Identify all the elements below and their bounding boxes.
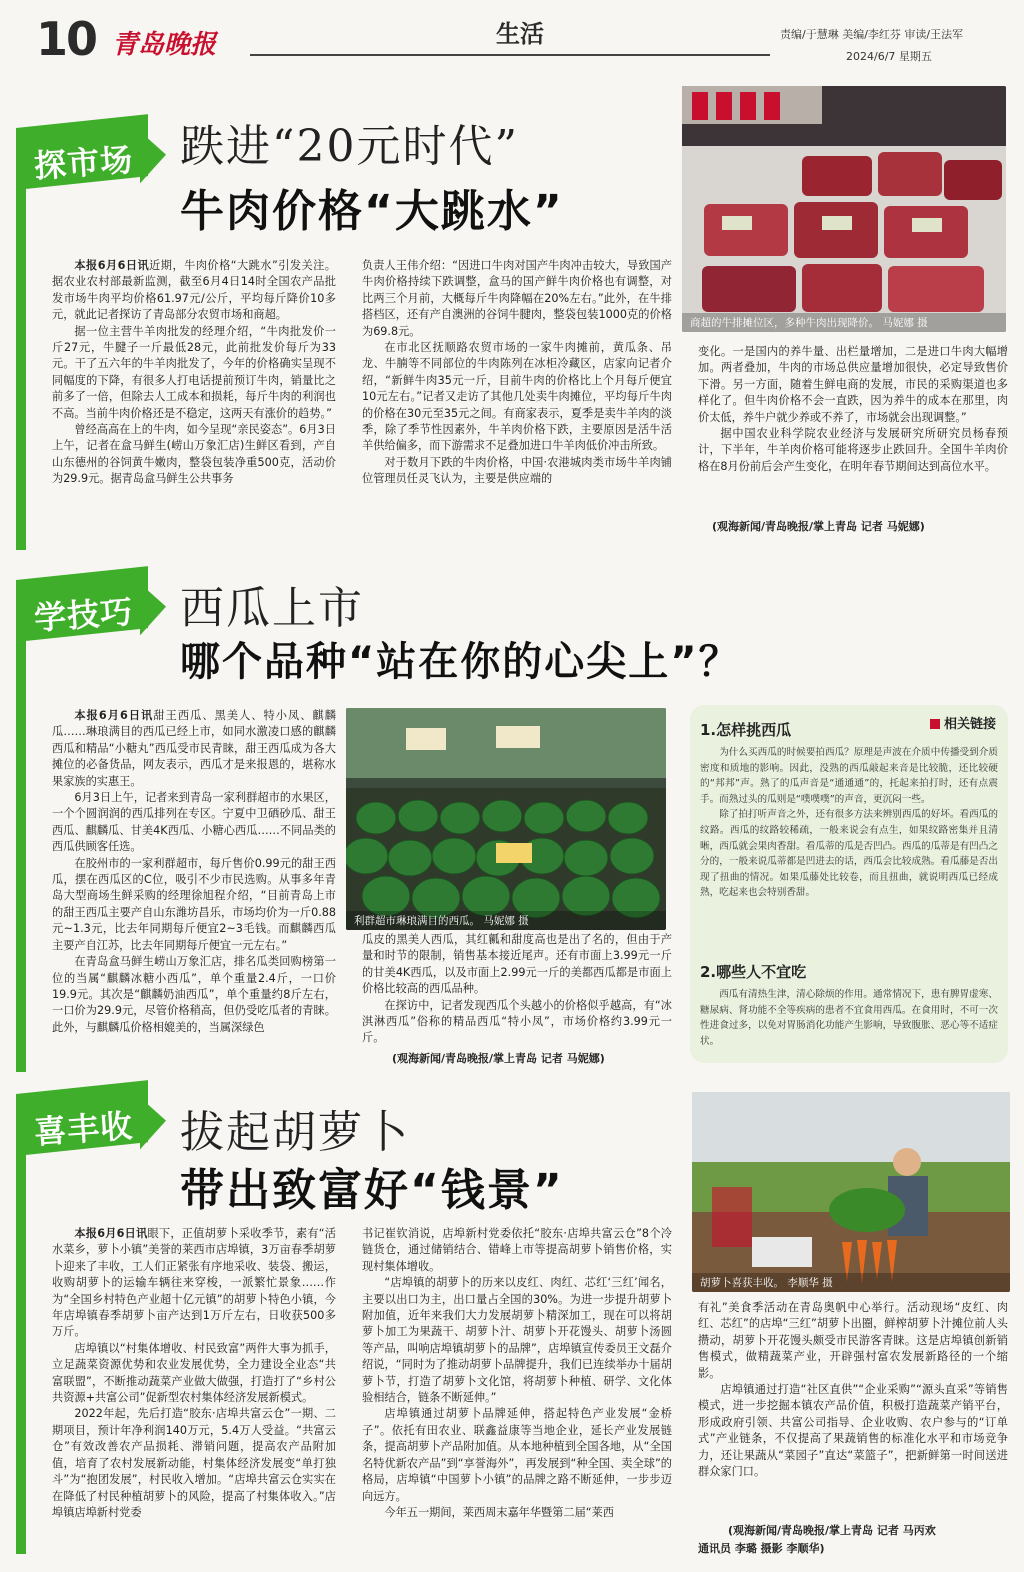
section-tag-bar [16, 1124, 26, 1554]
dateline: 本报6月6日讯 [74, 1227, 148, 1240]
tag-ribbon-tip [140, 581, 166, 636]
paragraph: “店埠镇的胡萝卜的历来以皮红、肉红、芯红‘三红’闻名，主要以出口为主，出口量占全国的30%。为进一步提升胡萝卜附加值，近年来我们大力发展胡萝卜精深加工，现在可以将胡萝卜加工为果蔬干、胡萝卜汁、胡萝卜开花馒头、胡萝卜汤圆等产品，叫响店埠镇胡萝卜的品牌”，店埠镇宣传委员王文磊介绍说，“同时为了推动胡萝卜品牌提升，我们已连续举办十届胡萝卜节，打造了胡萝卜文化馆，将胡萝卜种植、研学、文化体验相结合，链条不断延伸。” [362, 1276, 672, 1405]
related-links-tag: 相关链接 [930, 713, 996, 732]
article-credit: (观海新闻/青岛晚报/掌上青岛 记者 马丙欢 [728, 1524, 936, 1537]
section-tag-label: 探市场 [32, 140, 135, 186]
paragraph: 眼下，正值胡萝卜采收季节，素有“活水菜乡，萝卜小镇”美誉的莱西市店埠镇，3万亩春季胡萝卜迎来了丰收，工人们正紧张有序地采收、装袋、搬运，收购胡萝卜的运输车辆往来穿梭，一派繁忙景象……作为“全国乡村特色产业超十亿元镇”的胡萝卜特色小镇，今年店埠镇春季胡萝卜亩产达到1万斤左右，日收获500多万斤。 [52, 1227, 336, 1339]
paper-name-logo: 青岛晚报 [112, 30, 217, 60]
paragraph: 今年五一期间，莱西周末嘉年华暨第二届“莱西 [384, 1505, 614, 1519]
article-credit: (观海新闻/青岛晚报/掌上青岛 记者 马妮娜) [392, 1052, 605, 1065]
paragraph: 在市北区抚顺路农贸市场的一家牛肉摊前，黄瓜条、吊龙、牛腩等不同部位的牛肉陈列在冰柜冷藏区，店家向记者介绍，“新鲜牛肉35元一斤，目前牛肉的价格比上个月每斤便宜10元左右。”记者又走访了其他几处卖牛肉摊位，平均每斤牛肉的价格在30元至35元之间。有商家表示，夏季是卖牛羊肉的淡季，除了季节性因素外，牛羊肉价格下跌，主要原因是活牛活羊供给偏多，而下游需求不足叠加进口牛羊肉低价冲击所致。 [362, 341, 672, 453]
sidebar-heading: 2.哪些人不宜吃 [700, 963, 807, 981]
sidebar-text [700, 987, 998, 1049]
paragraph: 2022年起，先后打造“胶东·店埠共富云仓”一期、二期项目，预计年净利润140万元，5.4万人受益。“共富云仓”有效改善农产品损耗、滞销问题，提高农产品附加值，培育了农村发展新动能，村集体经济发展变“单打独斗”为“抱团发展”，村民收入增加。“店埠共富云仓实实在在降低了村民种植胡萝卜的风险，提高了村集体收入。”店埠镇店埠新村党委 [52, 1407, 336, 1519]
watermelon-market-photo [346, 708, 666, 930]
article-column-1 [52, 258, 336, 534]
section-tag-bar [16, 612, 26, 1072]
photo-caption: 利群超市琳琅满目的西瓜。 马妮娜 摄 [346, 911, 666, 930]
paragraph: 据中国农业科学院农业经济与发展研究所研究员杨春预计，下半年，牛羊肉价格可能将逐步止跌回升。全国牛羊肉价格在8月份前后会产生变化，在明年春节期间达到高位水平。 [698, 427, 1008, 473]
article-column-3 [698, 344, 1008, 512]
paragraph: 在青岛盒马鲜生崂山万象汇店，排名瓜类回购榜第一位的当属“麒麟冰糖小西瓜”，单个重量2.4斤，一口价19.9元。其次是“麒麟奶油西瓜”，单个重量约8斤左右，一口价为29.9元，尽管价格稍高，但仍受吃瓜者的青睐。此外，与麒麟瓜价格相媲美的，当属深绿色 [52, 955, 336, 1034]
dateline: 本报6月6日讯 [74, 709, 154, 722]
article-column-1 [52, 708, 336, 1066]
section-tag [16, 128, 166, 194]
paragraph: 店埠镇通过打造“社区直供”“企业采购”“源头直采”等销售模式，进一步挖掘本镇农产品价值，积极打造蔬菜产销平台，形成政府引领、共富公司指导、企业收购、农户参与的“订单式”产业链条，不仅提高了果蔬销售的标准化水平和市场竞争力，还让果蔬从“菜园子”直达“菜篮子”，把新鲜第一时间送进群众家门口。 [698, 1383, 1008, 1479]
paragraph: 书记崔钦消说，店埠新村党委依托“胶东·店埠共富云仓”8个冷链货仓，通过储销结合、错峰上市等提高胡萝卜销售价格，实现村集体增收。 [362, 1227, 672, 1273]
masthead-rule [250, 54, 770, 56]
headline-line-1: 西瓜上市 [180, 583, 364, 634]
paragraph: 除了拍打听声音之外，还有很多方法来辨别西瓜的好坏。看西瓜的纹路。西瓜的纹路较稀疏，一般来说会有点生，如果纹路密集并且清晰，西瓜就会果肉香甜。看瓜蒂的瓜是否凹凸。西瓜的瓜蒂是有凹凸之分的，一般来说瓜蒂都是凹进去的话，西瓜会比较成熟。看瓜藤是否出现了扭曲的情况。如果瓜藤处比较卷，而且扭曲，就说明西瓜已经成熟，吃起来也会特别香甜。 [700, 809, 998, 899]
beef-counter-photo [682, 86, 1006, 332]
masthead [0, 0, 1024, 74]
section-tag-bar [16, 160, 26, 550]
page-number: 10 [36, 12, 97, 66]
paragraph: 曾经高高在上的牛肉，如今呈现“亲民姿态”。6月3日上午，记者在盒马鲜生(崂山万象汇店)生鲜区看到，产自山东德州的谷饲黄牛嫩肉，整袋包装净重500克，活动价为29.9元。据青岛盒马鲜生公共事务 [52, 423, 336, 486]
paragraph: 店埠镇以“村集体增收、村民致富”两件大事为抓手，立足蔬菜资源优势和农业发展优势，全力建设全业态“共富联盟”，不断推动蔬菜产业做大做强，打造打了“乡村公共资源+共富公司”促新型农村集体经济发展新模式。 [52, 1341, 336, 1405]
sidebar-text [700, 745, 998, 901]
article-column-3 [698, 1300, 1008, 1514]
paragraph: 在探访中，记者发现西瓜个头越小的价格似乎越高，有“冰淇淋西瓜”俗称的精品西瓜“特小凤”，市场价格约3.99元一斤。 [362, 998, 672, 1044]
issue-date: 2024/6/7 星期五 [846, 50, 932, 63]
headline-line-2: 哪个品种“站在你的心尖上”？ [180, 639, 741, 685]
watermelon-photo-image [346, 708, 666, 930]
photo-caption: 商超的牛排摊位区，多种牛肉出现降价。 马妮娜 摄 [682, 313, 1006, 332]
paragraph: 据一位主营牛羊肉批发的经理介绍，“牛肉批发价一斤27元，牛腱子一斤最低28元，此前批发价每斤为33元。干了五六年的牛羊肉批发了，今年的价格确实呈现不同幅度的下降，有很多人打电话提前预订牛肉，销量比之前多了一倍，但除去人工成本和损耗，每斤牛肉的利润也不高。当前牛肉价格还是不稳定，这两天有涨价的趋势。” [52, 324, 336, 420]
section-name: 生活 [496, 20, 544, 48]
section-tag-label: 学技巧 [32, 592, 135, 638]
headline-line-1: 跌进“20元时代” [180, 121, 519, 172]
beef-photo-image [682, 86, 1006, 332]
headline-line-1: 拔起胡萝卜 [180, 1107, 410, 1158]
paragraph: 为什么买西瓜的时候要拍西瓜？原理是声波在介质中传播受到介质密度和质地的影响。因此，没熟的西瓜敲起来音是比较脆，还比较硬的“邦邦”声。熟了的瓜声音是“通通通”的，托起来拍打时，还有点震手。而熟过头的瓜则是“噗噗噗”的声音，更沉闷一些。 [700, 747, 998, 805]
article-column-2 [362, 258, 672, 534]
paragraph: 负责人王伟介绍：“因进口牛肉对国产牛肉冲击较大，导致国产牛肉价格持续下跌调整，盒马的国产鲜牛肉价格也有调整，对比两三个月前，大概每斤牛肉降幅在20%左右。”此外，在牛排搭档区，还有产自澳洲的谷饲牛腱肉，整袋包装1000克的价格为69.8元。 [362, 259, 672, 338]
paragraph: 在胶州市的一家利群超市，每斤售价0.99元的甜王西瓜，摆在西瓜区的C位，吸引不少市民选购。从事多年青岛大型商场生鲜采购的经理徐旭程介绍，“目前青岛上市的甜王西瓜主要产自山东潍坊昌乐，市场均价为一斤0.88元~1.3元，比去年同期每斤便宜2~3毛钱。而麒麟西瓜主要产自江苏，比去年同期每斤便宜一元左右。” [52, 856, 336, 952]
paragraph: 6月3日上午，记者来到青岛一家利群超市的水果区，一个个圆润润的西瓜排列在专区。宁夏中卫硒砂瓜、甜王西瓜、麒麟瓜、甘美4K西瓜、小糖心西瓜……不同品类的西瓜供顾客任选。 [52, 791, 336, 854]
headline-line-2: 带出致富好“钱景” [180, 1165, 564, 1216]
paragraph: 店埠镇通过胡萝卜品牌延伸，搭起特色产业发展“金桥子”。依托有田农业、联鑫益康等当地企业，延长产业发展链条，提高胡萝卜产品附加值。从本地种植到全国各地，从“全国名特优新农产品”到“享誉海外”，再发展到“种全国、卖全球”的格局，店埠镇“中国萝卜小镇”的品牌之路不断延伸，一步步迈向远方。 [362, 1407, 672, 1503]
paragraph: 瓜皮的黑美人西瓜，其红瓤和甜度高也是出了名的，但由于产量和时节的限制，销售基本接近尾声。还有市面上3.99元一斤的甘美4K西瓜，以及市面上2.99元一斤的美都西瓜都是市面上价格比较高的西瓜品种。 [362, 933, 672, 996]
headline-line-2: 牛肉价格“大跳水” [180, 186, 564, 237]
photo-caption: 胡萝卜喜获丰收。 李顺华 摄 [692, 1273, 1010, 1292]
sidebar-heading: 1.怎样挑西瓜 [700, 721, 792, 739]
article-credit: (观海新闻/青岛晚报/掌上青岛 记者 马妮娜) [712, 520, 925, 533]
paragraph: 有礼”美食季活动在青岛奥帆中心举行。活动现场“皮红、肉红、芯红”的店埠“三红”胡萝卜出圈，鲜榨胡萝卜汁摊位前人头攒动，胡萝卜开花馒头颇受市民游客青睐。这是店埠镇创新销售模式，做精蔬菜产业，开辟强村富农发展新路径的一个缩影。 [698, 1301, 1008, 1380]
tag-ribbon-tip [140, 129, 166, 184]
article-column-2 [362, 1226, 672, 1560]
paragraph: 西瓜有清热生津，清心除烦的作用。通常情况下，患有脾胃虚寒、糖尿病、肾功能不全等疾病的患者不宜食用西瓜。在食用时，不可一次性进食过多，以免对胃肠消化功能产生影响，导致腹胀、恶心等不适症状。 [700, 989, 998, 1047]
carrot-harvest-photo [692, 1092, 1010, 1292]
tag-ribbon-tip [140, 1095, 166, 1150]
carrot-photo-image [692, 1092, 1010, 1292]
related-links-box [690, 705, 1008, 1063]
section-tag [16, 1094, 166, 1160]
paragraph: 变化。一是国内的养牛量、出栏量增加，二是进口牛肉大幅增加。两者叠加，牛肉的市场总供应量增加很快，必定导致售价下滑。另一方面，随着生鲜电商的发展，市民的采购渠道也多样化了。但牛肉价格不会一直跌，因为养牛的成本在那里，肉价太低，养牛户就少养或不养了，市场就会出现调整。” [698, 345, 1008, 424]
article-column-2 [362, 932, 672, 1044]
dateline: 本报6月6日讯 [74, 259, 150, 272]
paragraph: 甜王西瓜、黑美人、特小凤、麒麟瓜……琳琅满目的西瓜已经上市，如同水激凌口感的麒麟西瓜和精品“小糖丸”西瓜受市民青睐，甜王西瓜成为各大摊位的必备货品，网友表示，西瓜才是来报恩的，堪称水果家族的实惠王。 [52, 709, 336, 788]
editors-line: 责编/于慧琳 美编/李红芬 审读/王法军 [780, 28, 964, 41]
article-column-1 [52, 1226, 336, 1560]
section-tag-label: 喜丰收 [32, 1106, 135, 1152]
paragraph: 对于数月下跌的牛肉价格，中国·农港城肉类市场牛羊肉铺位管理员任灵飞认为，主要是供应端的 [362, 455, 672, 486]
section-tag [16, 580, 166, 646]
paragraph: 近期，牛肉价格“大跳水”引发关注。据农业农村部最新监测，截至6月4日14时全国农产品批发市场牛肉平均价格61.97元/公斤，平均每斤降价10多元，就此记者探访了青岛部分农贸市场和商超。 [52, 259, 336, 322]
article-credit-2: 通讯员 李璐 摄影 李顺华) [698, 1542, 825, 1555]
